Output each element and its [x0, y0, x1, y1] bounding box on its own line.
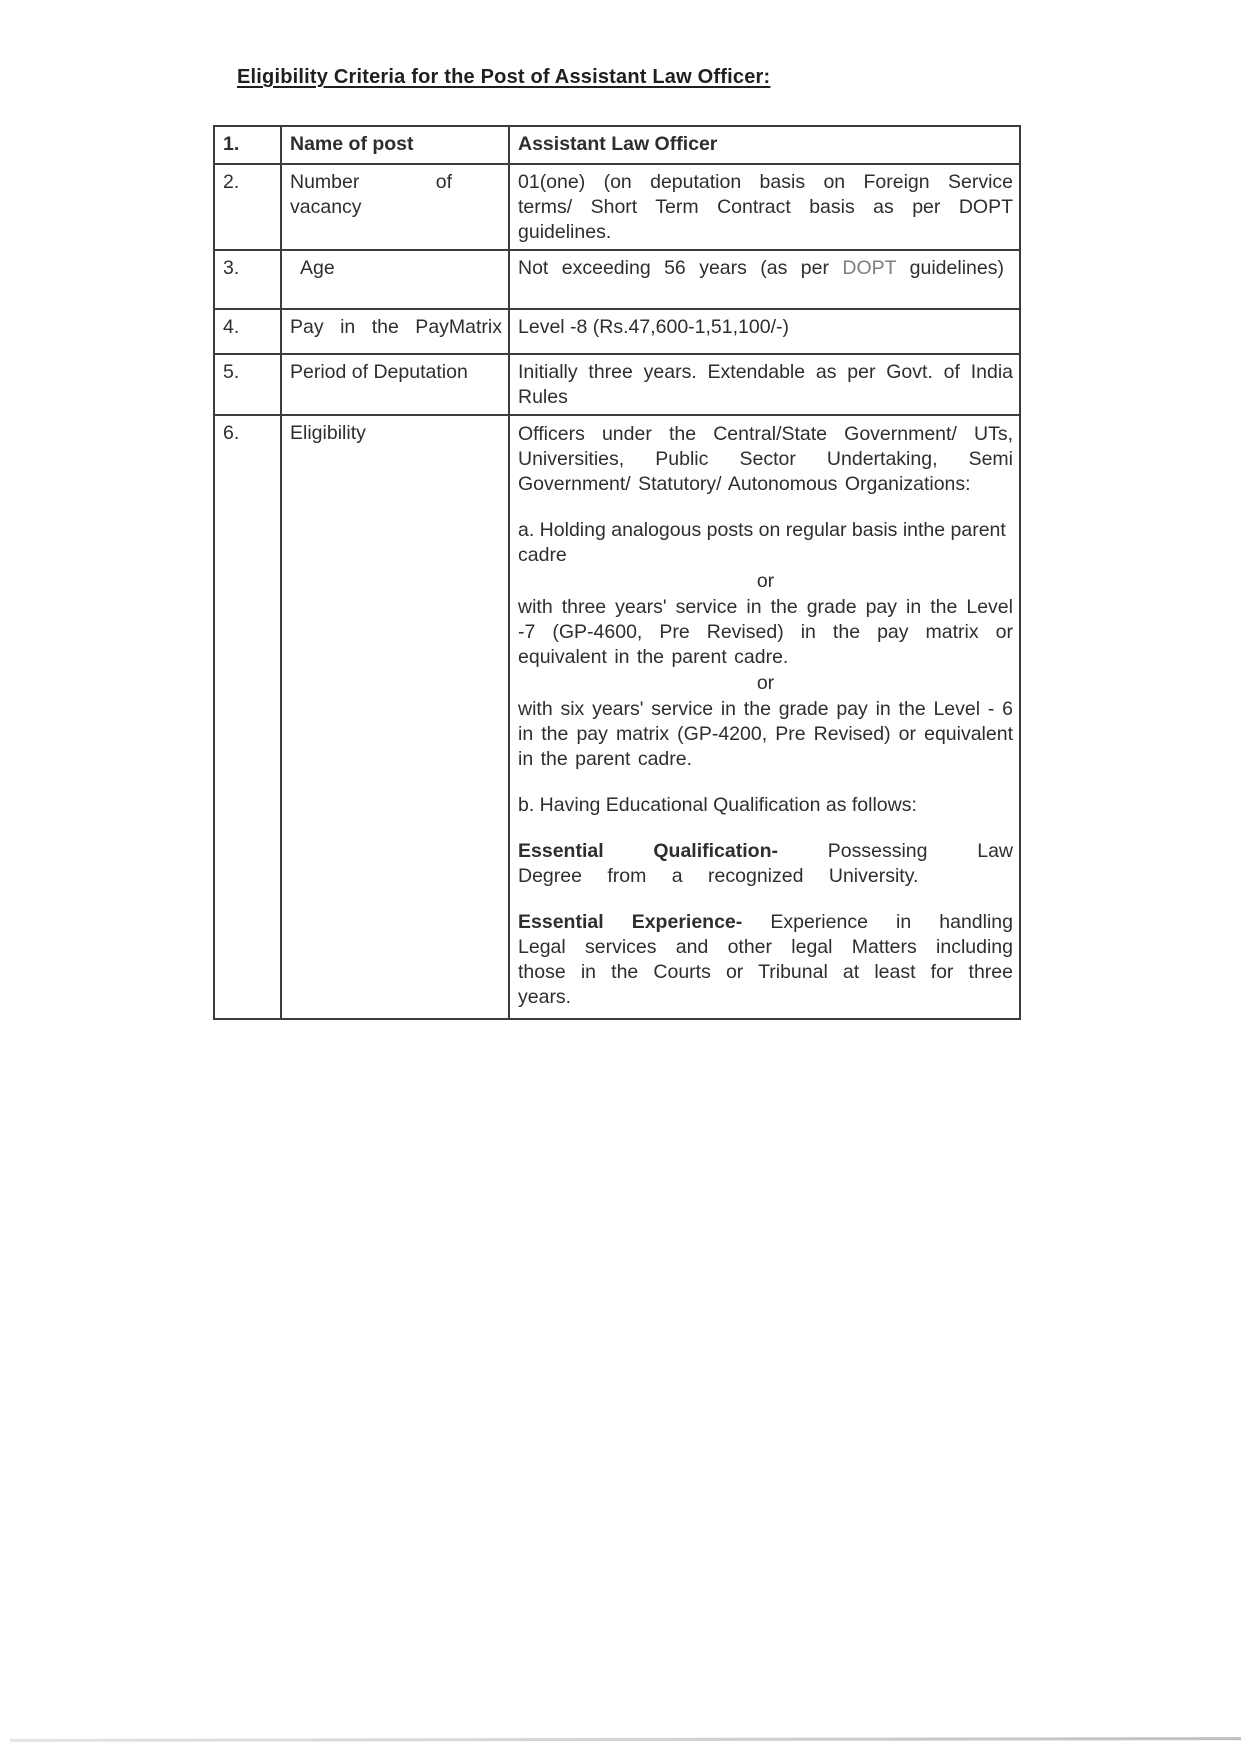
- row-number: 3.: [214, 250, 281, 309]
- row-label: Name of post: [281, 126, 509, 164]
- row-label: Pay in the PayMatrix: [281, 309, 509, 354]
- page-edge-shadow-line: [10, 1737, 1241, 1742]
- row-value: Assistant Law Officer: [509, 126, 1020, 164]
- eligibility-or-separator: or: [756, 570, 775, 592]
- row-label: Period of Deputation: [281, 354, 509, 415]
- row-label: Age: [281, 250, 509, 309]
- row-number: 2.: [214, 164, 281, 250]
- table-row-period-of-deputation: [214, 354, 1020, 415]
- row-label: Eligibility: [281, 415, 509, 1019]
- eligibility-criteria-table: [213, 125, 1021, 1020]
- eligibility-alternative-1: with three years' service in the grade pay in the Level -7 (GP-4600, Pre Revised) in the pay matrix or equivalent in the parent cadre.: [518, 596, 1013, 668]
- row-number: 1.: [214, 126, 281, 164]
- page-title: Eligibility Criteria for the Post of Assistant Law Officer:: [237, 66, 771, 88]
- essential-qualification-label: Essential Qualification-: [518, 840, 778, 862]
- essential-experience-label: Essential Experience-: [518, 911, 743, 933]
- table-row-pay-matrix: [214, 309, 1020, 354]
- essential-qualification: [518, 839, 1013, 889]
- eligibility-alternative-2: with six years' service in the grade pay in the Level - 6 in the pay matrix (GP-4200, Pre Revised) or equivalent in the parent cadre.: [518, 698, 1013, 770]
- table-row-number-of-vacancy: [214, 164, 1020, 250]
- eligibility-clause-a: a. Holding analogous posts on regular basis inthe parent cadre: [518, 519, 1006, 566]
- table-row-eligibility: [214, 415, 1020, 1019]
- eligibility-intro: Officers under the Central/State Government/ UTs, Universities, Public Sector Undertaking, Semi Government/ Statutory/ Autonomous Organizations:: [518, 423, 1013, 495]
- row-value-faded-text: DOPT: [842, 257, 897, 279]
- table-row-name-of-post: [214, 126, 1020, 164]
- row-value-text: guidelines): [909, 257, 1004, 279]
- row-value: 01(one) (on deputation basis on Foreign Service terms/ Short Term Contract basis as per DOPT guidelines.: [509, 164, 1020, 250]
- row-number: 5.: [214, 354, 281, 415]
- eligibility-clause-b: b. Having Educational Qualification as follows:: [518, 794, 917, 816]
- eligibility-or-separator: or: [756, 672, 775, 694]
- essential-experience-text: Experience in handling Legal services and other legal Matters including those in the Courts or Tribunal at least for three years.: [518, 911, 1013, 1008]
- row-number: 6.: [214, 415, 281, 1019]
- table-row-age: [214, 250, 1020, 309]
- row-label-text: Number of vacancy: [290, 171, 452, 218]
- row-label: [281, 164, 509, 250]
- row-value: [509, 250, 1020, 309]
- essential-qualification-text: Possessing Law Degree from a recognized University.: [518, 840, 1013, 887]
- row-value-text: Not exceeding 56 years (as per: [518, 257, 829, 279]
- essential-experience: [518, 910, 1013, 1010]
- row-number: 4.: [214, 309, 281, 354]
- row-value: [509, 415, 1020, 1019]
- row-value: Initially three years. Extendable as per Govt. of India Rules: [509, 354, 1020, 415]
- row-value: Level -8 (Rs.47,600-1,51,100/-): [509, 309, 1020, 354]
